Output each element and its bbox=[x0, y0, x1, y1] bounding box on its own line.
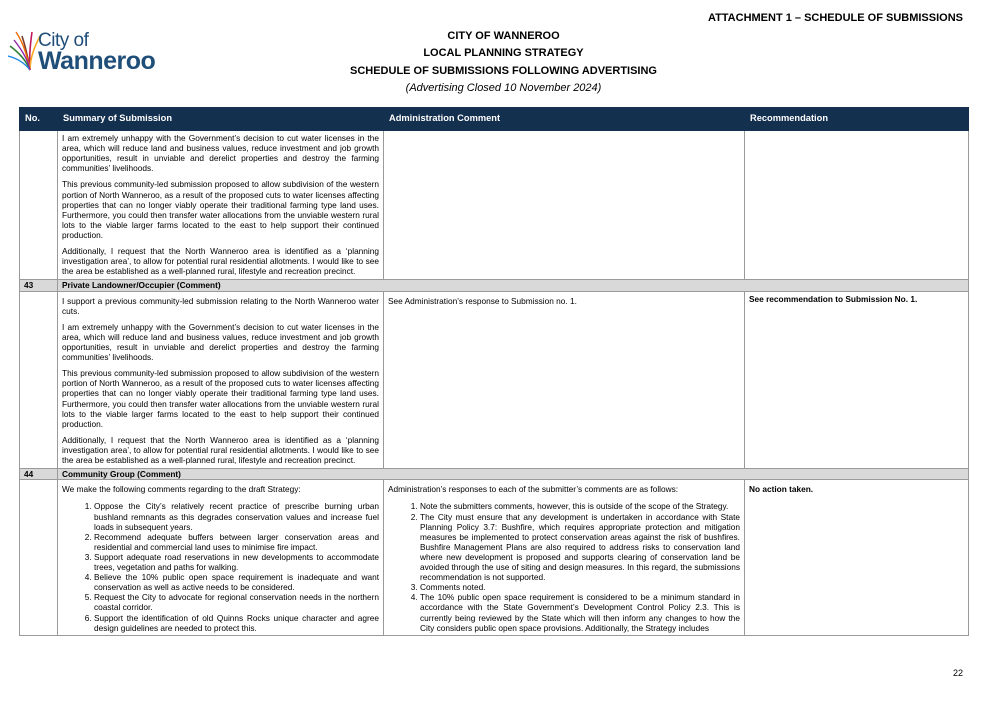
logo-text-city-of: City of bbox=[38, 30, 89, 51]
list-item: 4. The 10% public open space requirement is considered to be a minimum standard in accordance with the State Government’s Development Control Policy 2.3. This is currently being reviewed by the State which will then inform any changes to how the City considers public open space provisions. Additionally, the Strategy includes bbox=[420, 592, 740, 632]
column-header-summary: Summary of Submission bbox=[58, 108, 384, 131]
summary-paragraph: I am extremely unhappy with the Government’s decision to cut water licenses in the area, which will reduce land and business values, reduce investment and job growth opportunities, result in unviable and derelict properties and destroy the farming communities’ livelihoods. bbox=[62, 321, 379, 363]
doc-heading-strategy: LOCAL PLANNING STRATEGY bbox=[423, 47, 584, 59]
doc-heading-org: CITY OF WANNEROO bbox=[447, 30, 560, 42]
table-row-continued bbox=[20, 131, 969, 280]
column-header-admin-comment: Administration Comment bbox=[384, 108, 745, 131]
submission-number: 44 bbox=[20, 469, 58, 480]
table-row-43 bbox=[20, 291, 969, 469]
admin-list bbox=[388, 501, 740, 632]
cell-admin-comment bbox=[384, 480, 745, 636]
table-header-row bbox=[20, 108, 969, 131]
summary-paragraph: This previous community-led submission proposed to allow subdivision of the western portion of North Wanneroo, as a result of the proposed cuts to water licenses affecting properties that can no longer viably operate their traditional farming type land uses. Furthermore, you could then transfer water allocations from the unviable western rural lots to the viable larger farms located to the east to help support their continued production. bbox=[62, 179, 379, 240]
cell-no bbox=[20, 131, 58, 280]
submitter-type: Community Group (Comment) bbox=[58, 469, 969, 480]
summary-list bbox=[62, 501, 379, 632]
summary-paragraph: I am extremely unhappy with the Government’s decision to cut water licenses in the area, which will reduce land and business values, reduce investment and job growth opportunities, result in unviable and derelict properties and destroy the farming communities’ livelihoods. bbox=[62, 133, 379, 174]
cell-summary bbox=[58, 131, 384, 280]
admin-intro: Administration’s responses to each of the submitter’s comments are as follows: bbox=[388, 484, 679, 495]
list-item: 4. Believe the 10% public open space requirement is inadequate and want conservation as well as active needs to be considered. bbox=[94, 572, 379, 592]
cell-admin-comment bbox=[384, 131, 745, 280]
recommendation-text: See recommendation to Submission No. 1. bbox=[749, 293, 918, 304]
summary-paragraph: This previous community-led submission proposed to allow subdivision of the western portion of North Wanneroo, as a result of the proposed cuts to water licenses affecting properties that can no longer viably operate their traditional farming type land uses. Furthermore, you could then transfer water allocations from the unviable western rural lots to the viable larger farms located to the east to help support their continued production. bbox=[62, 368, 379, 429]
cell-admin-comment bbox=[384, 291, 745, 469]
attachment-title: ATTACHMENT 1 – SCHEDULE OF SUBMISSIONS bbox=[707, 12, 963, 24]
cell-recommendation bbox=[745, 291, 969, 469]
column-header-recommendation: Recommendation bbox=[745, 108, 969, 131]
section-row-43 bbox=[20, 280, 969, 291]
list-item: 3. Comments noted. bbox=[420, 582, 740, 592]
submission-number: 43 bbox=[20, 280, 58, 291]
cell-summary bbox=[58, 480, 384, 636]
list-item: 5. Request the City to advocate for regional conservation needs in the northern coastal corridor. bbox=[94, 592, 379, 612]
list-item: 2. Recommend adequate buffers between larger conservation areas and residential and commercial land uses to minimise fire impact. bbox=[94, 532, 379, 552]
cell-recommendation bbox=[745, 480, 969, 636]
list-item: 1. Oppose the City’s relatively recent practice of prescribe burning urban bushland remnants as this degrades conservation values and increase fuel loads in subsequent years. bbox=[94, 501, 379, 531]
doc-heading-advertising-date: (Advertising Closed 10 November 2024) bbox=[405, 82, 602, 94]
cell-recommendation bbox=[745, 131, 969, 280]
cell-no bbox=[20, 291, 58, 469]
list-item: 6. Support the identification of old Quinns Rocks unique character and agree design guidelines are needed to protect this. bbox=[94, 613, 379, 633]
summary-intro: We make the following comments regarding to the draft Strategy: bbox=[62, 484, 301, 495]
submissions-table bbox=[19, 107, 969, 636]
logo-text-wanneroo: Wanneroo bbox=[38, 47, 156, 75]
table-row-44 bbox=[20, 480, 969, 636]
list-item: 2. The City must ensure that any development is undertaken in accordance with State Planning Policy 3.7: Bushfire, which requires appropriate protection and mitigation measures be implemented to protect conservation areas against the risk of bushfires. Bushfire Management Plans are also required to address risks to conservation land where new development is proposed and supports clearing of conservation land be avoided through the use of siting and design measures. In this regard, the submissions recommendation is not supported. bbox=[420, 512, 740, 583]
cell-summary bbox=[58, 291, 384, 469]
summary-paragraph: Additionally, I request that the North Wanneroo area is identified as a ‘planning investigation area’, to allow for potential rural residential allotments. I would like to see the area be established as a well-planned rural, lifestyle and recreation precinct. bbox=[62, 434, 379, 466]
page-number: 22 bbox=[952, 668, 963, 678]
list-item: 1. Note the submitters comments, however, this is outside of the scope of the Strategy. bbox=[420, 501, 740, 511]
recommendation-text: No action taken. bbox=[749, 484, 814, 495]
doc-heading-schedule: SCHEDULE OF SUBMISSIONS FOLLOWING ADVERTISING bbox=[350, 65, 657, 77]
column-header-no: No. bbox=[20, 108, 58, 131]
section-row-44 bbox=[20, 469, 969, 480]
submitter-type: Private Landowner/Occupier (Comment) bbox=[58, 280, 969, 291]
admin-comment-text: See Administration’s response to Submission no. 1. bbox=[388, 295, 577, 306]
summary-paragraph: Additionally, I request that the North Wanneroo area is identified as a ‘planning investigation area’, to allow for potential rural residential allotments. I would like to see the area be established as a well-planned rural, lifestyle and recreation precinct. bbox=[62, 246, 379, 277]
summary-paragraph: I support a previous community-led submission relating to the North Wanneroo water cuts. bbox=[62, 295, 379, 316]
list-item: 3. Support adequate road reservations in new developments to accommodate trees, vegetation and paths for walking. bbox=[94, 552, 379, 572]
cell-no bbox=[20, 480, 58, 636]
